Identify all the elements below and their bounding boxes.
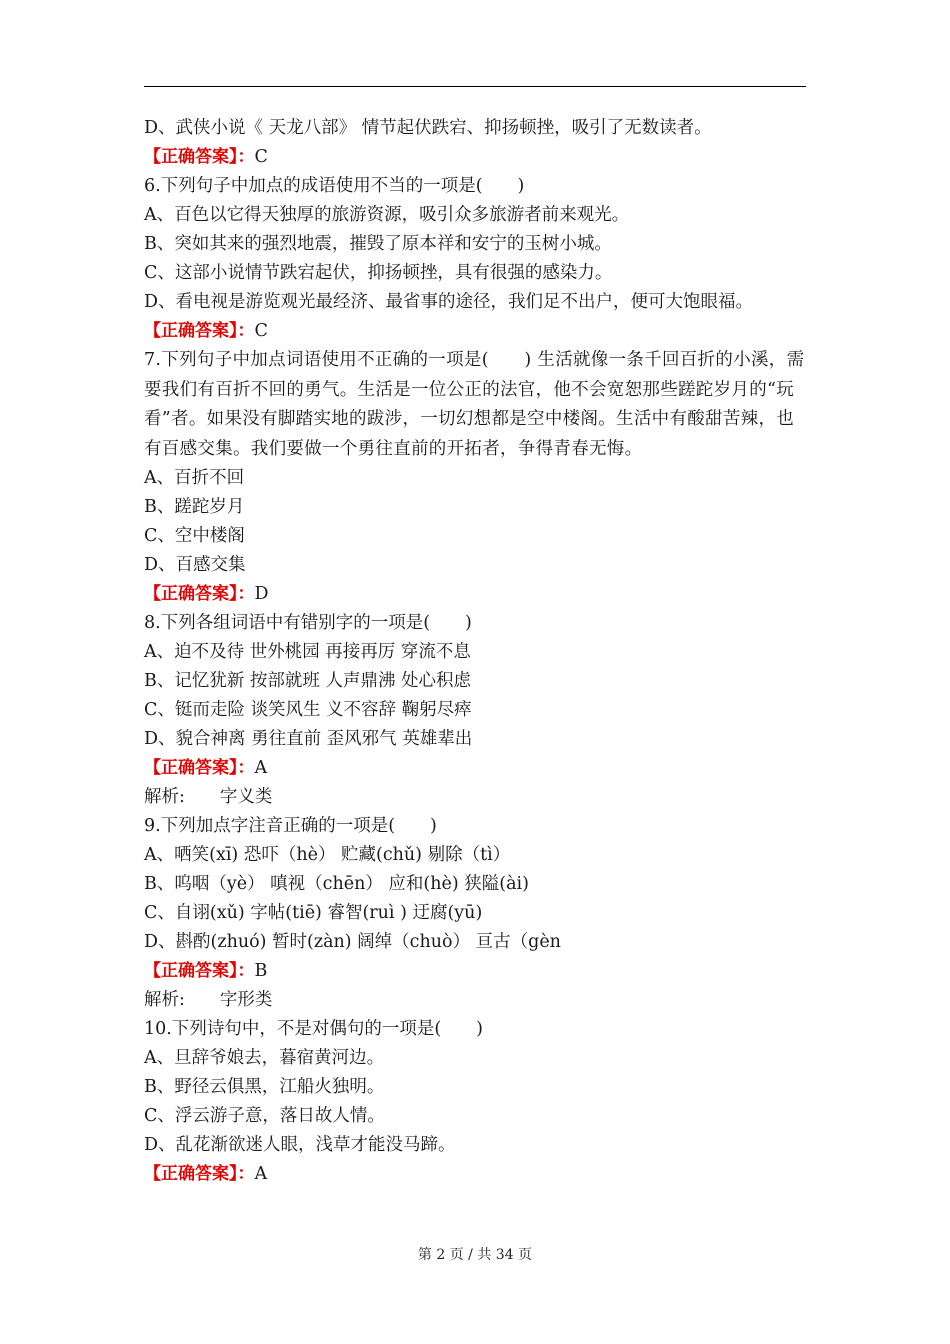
option-line: B、蹉跎岁月 xyxy=(144,497,245,517)
answer-value: D xyxy=(254,584,269,604)
option-line: D、武侠小说《 天龙八部》 情节起伏跌宕、抑扬顿挫，吸引了无数读者。 xyxy=(144,118,712,138)
answer-line xyxy=(144,580,806,609)
answer-label: 【正确答案】： xyxy=(144,961,255,981)
answer-label: 【正确答案】： xyxy=(144,758,255,778)
option-line: B、呜咽（yè） 嗔视（chēn） 应和(hè) 狭隘(ài) xyxy=(144,874,529,894)
answer-line xyxy=(144,754,806,783)
answer-line xyxy=(144,1160,806,1189)
question-line: 6.下列句子中加点的成语使用不当的一项是( ) xyxy=(144,176,525,196)
option-line: A、百色以它得天独厚的旅游资源，吸引众多旅游者前来观光。 xyxy=(144,205,630,225)
option-line: A、迫不及待 世外桃园 再接再厉 穿流不息 xyxy=(144,642,471,662)
option-line: D、貌合神离 勇往直前 歪风邪气 英雄辈出 xyxy=(144,729,473,749)
document-body xyxy=(144,114,806,1189)
page-footer: 第 2 页 / 共 34 页 xyxy=(417,1247,533,1263)
answer-label: 【正确答案】： xyxy=(144,147,255,167)
option-line: B、野径云俱黑，江船火独明。 xyxy=(144,1077,385,1097)
answer-value: A xyxy=(254,758,268,778)
answer-line xyxy=(144,143,806,172)
option-line: C、铤而走险 谈笑风生 义不容辞 鞠躬尽瘁 xyxy=(144,700,472,720)
question-line: 10.下列诗句中，不是对偶句的一项是( ) xyxy=(144,1019,483,1039)
option-line: A、百折不回 xyxy=(144,468,245,488)
answer-value: C xyxy=(254,147,268,167)
option-line: C、自诩(xǔ) 字帖(tiē) 睿智(ruì ) 迂腐(yū) xyxy=(144,903,483,923)
answer-line xyxy=(144,957,806,986)
answer-label: 【正确答案】： xyxy=(144,1164,255,1184)
option-line: B、突如其来的强烈地震，摧毁了原本祥和安宁的玉树小城。 xyxy=(144,234,612,254)
option-line: C、浮云游子意，落日故人情。 xyxy=(144,1106,385,1126)
question-paragraph: 7.下列句子中加点词语使用不正确的一项是( ) 生活就像一条千回百折的小溪，需要我们有百折不回的勇气。生活是一位公正的法官，他不会宽恕那些蹉跎岁月的“玩看”者。如果没有脚踏实地的跋涉，一切幻想都是空中楼阁。生活中有酸甜苦辣，也有百感交集。我们要做一个勇往直前的开拓者，争得青春无悔。 xyxy=(144,350,805,459)
option-line: A、旦辞爷娘去，暮宿黄河边。 xyxy=(144,1048,385,1068)
option-line: A、哂笑(xī) 恐吓（hè） 贮藏(chǔ) 剔除（tì） xyxy=(144,845,511,865)
answer-line xyxy=(144,317,806,346)
answer-value: C xyxy=(254,321,268,341)
option-line: C、这部小说情节跌宕起伏，抑扬顿挫，具有很强的感染力。 xyxy=(144,263,613,283)
question-line: 9.下列加点字注音正确的一项是( ) xyxy=(144,816,437,836)
header-rule xyxy=(144,86,806,87)
analysis-line: 解析: 字义类 xyxy=(144,787,273,807)
option-line: B、记忆犹新 按部就班 人声鼎沸 处心积虑 xyxy=(144,671,472,691)
answer-value: B xyxy=(254,961,268,981)
analysis-line: 解析: 字形类 xyxy=(144,990,273,1010)
option-line: D、斟酌(zhuó) 暂时(zàn) 阔绰（chuò） 亘古（gèn xyxy=(144,932,561,952)
option-line: D、百感交集 xyxy=(144,555,246,575)
option-line: D、乱花渐欲迷人眼，浅草才能没马蹄。 xyxy=(144,1135,456,1155)
answer-label: 【正确答案】： xyxy=(144,321,255,341)
answer-value: A xyxy=(254,1164,268,1184)
question-line: 8.下列各组词语中有错别字的一项是( ) xyxy=(144,613,472,633)
option-line: D、看电视是游览观光最经济、最省事的途径，我们足不出户，便可大饱眼福。 xyxy=(144,292,754,312)
answer-label: 【正确答案】： xyxy=(144,584,255,604)
option-line: C、空中楼阁 xyxy=(144,526,245,546)
